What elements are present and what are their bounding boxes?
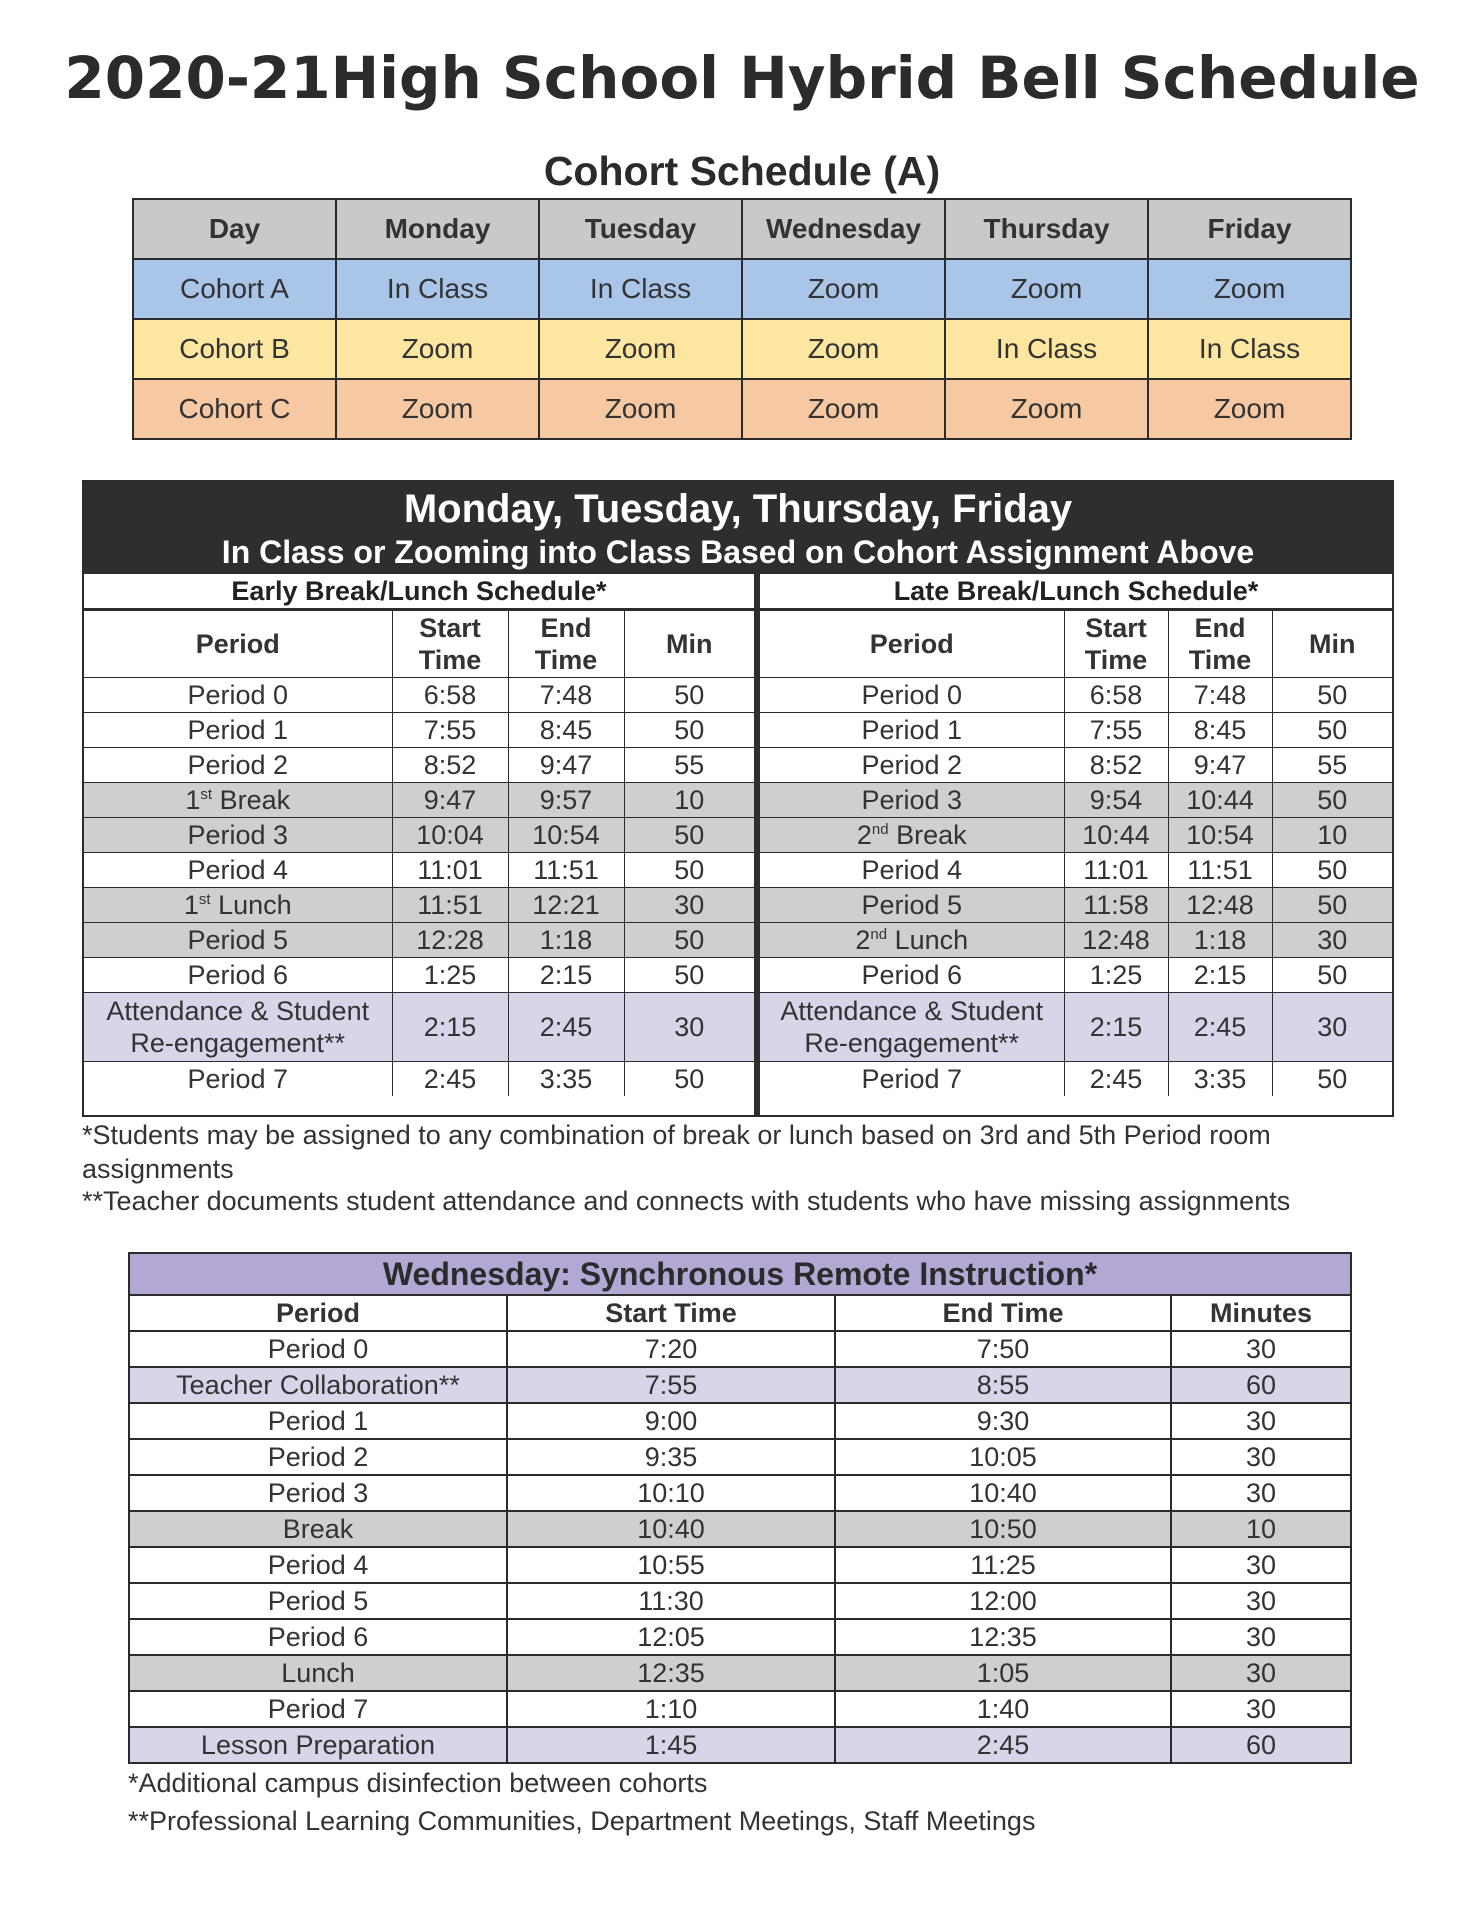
start-cell: 1:25 (1064, 958, 1168, 993)
table-row (129, 1475, 1351, 1511)
table-cell: Zoom (336, 379, 539, 439)
min-cell: 55 (1272, 748, 1392, 783)
period-label: Lunch (887, 925, 969, 955)
min-cell: 30 (1171, 1655, 1351, 1691)
min-cell: 30 (1272, 923, 1392, 958)
table-row (84, 818, 754, 853)
period-cell: Period 7 (129, 1691, 507, 1727)
start-cell: 11:58 (1064, 888, 1168, 923)
table-row (129, 1439, 1351, 1475)
start-cell: 10:04 (392, 818, 508, 853)
start-cell: 1:45 (507, 1727, 835, 1763)
min-cell: 30 (1171, 1331, 1351, 1367)
period-cell: Period 3 (760, 783, 1064, 818)
end-cell: 8:45 (508, 713, 624, 748)
header-cell: End Time (508, 611, 624, 678)
start-cell: 10:40 (507, 1511, 835, 1547)
start-cell: 2:15 (392, 993, 508, 1062)
end-cell: 2:45 (835, 1727, 1171, 1763)
table-row (129, 1583, 1351, 1619)
header-cell: Start Time (392, 611, 508, 678)
cohort-table (132, 198, 1352, 440)
page-title: 2020-21High School Hybrid Bell Schedule (64, 44, 1420, 112)
min-cell: 10 (1171, 1511, 1351, 1547)
disinfection-note: *Additional campus disinfection between cohorts (128, 1768, 708, 1798)
start-cell: 12:28 (392, 923, 508, 958)
table-cell: In Class (945, 319, 1148, 379)
table-row (760, 713, 1392, 748)
early-header-row (84, 611, 754, 678)
start-cell: 7:55 (392, 713, 508, 748)
start-cell: 6:58 (1064, 678, 1168, 713)
period-cell: Attendance & Student Re-engagement** (84, 993, 392, 1062)
header-cell: End Time (835, 1295, 1171, 1331)
late-schedule-heading: Late Break/Lunch Schedule* (760, 574, 1392, 610)
ordinal-number: 1 (183, 890, 199, 920)
start-cell: 6:58 (392, 678, 508, 713)
period-cell: Period 6 (760, 958, 1064, 993)
period-cell: Period 1 (84, 713, 392, 748)
attendance-note: **Teacher documents student attendance and connects with students who have missing assignments (82, 1186, 1291, 1216)
min-cell: 50 (1272, 888, 1392, 923)
table-row (129, 1727, 1351, 1763)
period-cell: Period 1 (129, 1403, 507, 1439)
lunch-assignment-note: *Students may be assigned to any combination of break or lunch based on 3rd and 5th Period room assignments (82, 1120, 1271, 1184)
period-cell: Teacher Collaboration** (129, 1367, 507, 1403)
min-cell: 30 (1171, 1583, 1351, 1619)
ordinal-suffix: nd (871, 821, 889, 838)
start-cell: 2:45 (392, 1062, 508, 1097)
table-row (760, 853, 1392, 888)
min-cell: 30 (624, 888, 754, 923)
period-label: Break (888, 820, 967, 850)
min-cell: 30 (1171, 1475, 1351, 1511)
min-cell: 30 (1272, 993, 1392, 1062)
end-cell: 9:30 (835, 1403, 1171, 1439)
table-row (129, 1331, 1351, 1367)
end-cell: 11:51 (508, 853, 624, 888)
early-schedule (84, 574, 754, 1115)
table-row (760, 748, 1392, 783)
header-cell: Friday (1148, 199, 1351, 259)
end-cell: 1:18 (508, 923, 624, 958)
table-row (84, 923, 754, 958)
min-cell: 30 (1171, 1439, 1351, 1475)
end-cell: 8:55 (835, 1367, 1171, 1403)
min-cell: 50 (624, 923, 754, 958)
table-cell: Zoom (1148, 379, 1351, 439)
min-cell: 30 (624, 993, 754, 1062)
min-cell: 60 (1171, 1367, 1351, 1403)
table-row (84, 678, 754, 713)
start-cell: 11:01 (1064, 853, 1168, 888)
table-row (129, 1691, 1351, 1727)
table-row (760, 888, 1392, 923)
table-row (129, 1511, 1351, 1547)
min-cell: 50 (1272, 713, 1392, 748)
start-cell: 9:00 (507, 1403, 835, 1439)
end-cell: 10:40 (835, 1475, 1171, 1511)
period-cell: Period 0 (760, 678, 1064, 713)
header-cell: Period (760, 611, 1064, 678)
header-cell: Period (84, 611, 392, 678)
late-header-row (760, 611, 1392, 678)
header-cell: Start Time (507, 1295, 835, 1331)
min-cell: 50 (624, 1062, 754, 1097)
start-cell: 10:10 (507, 1475, 835, 1511)
period-cell: Break (129, 1511, 507, 1547)
end-cell: 11:51 (1168, 853, 1272, 888)
start-cell: 11:30 (507, 1583, 835, 1619)
header-cell: Tuesday (539, 199, 742, 259)
table-row (129, 1655, 1351, 1691)
table-cell: In Class (1148, 319, 1351, 379)
table-cell: Cohort B (133, 319, 336, 379)
start-cell: 2:15 (1064, 993, 1168, 1062)
end-cell: 11:25 (835, 1547, 1171, 1583)
period-cell: Period 6 (84, 958, 392, 993)
table-row (129, 1619, 1351, 1655)
table-cell: Cohort A (133, 259, 336, 319)
min-cell: 50 (624, 678, 754, 713)
ordinal-suffix: st (200, 786, 213, 803)
table-row (84, 748, 754, 783)
start-cell: 10:55 (507, 1547, 835, 1583)
start-cell: 11:01 (392, 853, 508, 888)
period-cell: Period 3 (129, 1475, 507, 1511)
table-row (760, 818, 1392, 853)
wednesday-title-row (129, 1253, 1351, 1295)
period-cell (760, 923, 1064, 958)
header-cell: End Time (1168, 611, 1272, 678)
end-cell: 12:48 (1168, 888, 1272, 923)
start-cell: 7:20 (507, 1331, 835, 1367)
header-cell: Day (133, 199, 336, 259)
period-cell: Attendance & Student Re-engagement** (760, 993, 1064, 1062)
table-cell: Zoom (945, 379, 1148, 439)
period-cell: Period 2 (760, 748, 1064, 783)
table-row (84, 1062, 754, 1097)
period-cell (760, 818, 1064, 853)
period-label: Lunch (210, 890, 292, 920)
header-cell: Min (1272, 611, 1392, 678)
wednesday-title: Wednesday: Synchronous Remote Instruction* (129, 1253, 1351, 1295)
wednesday-header-row (129, 1295, 1351, 1331)
header-cell: Minutes (1171, 1295, 1351, 1331)
table-row (760, 958, 1392, 993)
end-cell: 2:15 (1168, 958, 1272, 993)
period-cell: Lunch (129, 1655, 507, 1691)
header-cell: Min (624, 611, 754, 678)
ordinal-number: 1 (185, 785, 201, 815)
period-cell: Period 5 (760, 888, 1064, 923)
mttf-title: Monday, Tuesday, Thursday, Friday (403, 487, 1073, 531)
start-cell: 10:44 (1064, 818, 1168, 853)
start-cell: 8:52 (1064, 748, 1168, 783)
start-cell: 2:45 (1064, 1062, 1168, 1097)
start-cell: 1:25 (392, 958, 508, 993)
min-cell: 60 (1171, 1727, 1351, 1763)
end-cell: 10:54 (1168, 818, 1272, 853)
table-cell: Zoom (742, 379, 945, 439)
period-cell: Period 2 (84, 748, 392, 783)
table-cell: Zoom (742, 259, 945, 319)
table-row (84, 958, 754, 993)
table-row (760, 783, 1392, 818)
min-cell: 50 (1272, 783, 1392, 818)
wednesday-table (128, 1252, 1352, 1764)
late-schedule (760, 574, 1392, 1115)
period-cell: Period 5 (129, 1583, 507, 1619)
end-cell: 12:35 (835, 1619, 1171, 1655)
ordinal-suffix: nd (870, 926, 888, 943)
end-cell: 7:50 (835, 1331, 1171, 1367)
period-cell: Period 0 (129, 1331, 507, 1367)
end-cell: 2:15 (508, 958, 624, 993)
collaboration-note: **Professional Learning Communities, Department Meetings, Staff Meetings (128, 1806, 1036, 1836)
start-cell: 12:35 (507, 1655, 835, 1691)
end-cell: 9:47 (1168, 748, 1272, 783)
min-cell: 55 (624, 748, 754, 783)
table-cell: Zoom (945, 259, 1148, 319)
min-cell: 50 (624, 853, 754, 888)
period-cell: Lesson Preparation (129, 1727, 507, 1763)
cohort-a-row (133, 259, 1351, 319)
cohort-b-row (133, 319, 1351, 379)
header-cell: Monday (336, 199, 539, 259)
mttf-schedule-block (82, 480, 1394, 1117)
header-cell: Start Time (1064, 611, 1168, 678)
table-row (84, 783, 754, 818)
cohort-schedule-title: Cohort Schedule (A) (543, 148, 941, 194)
wednesday-body (129, 1331, 1351, 1763)
period-cell: Period 4 (84, 853, 392, 888)
min-cell: 30 (1171, 1691, 1351, 1727)
period-cell: Period 4 (129, 1547, 507, 1583)
table-row (84, 713, 754, 748)
start-cell: 7:55 (507, 1367, 835, 1403)
period-cell: Period 6 (129, 1619, 507, 1655)
min-cell: 30 (1171, 1403, 1351, 1439)
min-cell: 30 (1171, 1547, 1351, 1583)
min-cell: 50 (624, 713, 754, 748)
period-cell (84, 888, 392, 923)
table-row (129, 1403, 1351, 1439)
end-cell: 2:45 (508, 993, 624, 1062)
start-cell: 12:05 (507, 1619, 835, 1655)
end-cell: 1:18 (1168, 923, 1272, 958)
period-cell: Period 2 (129, 1439, 507, 1475)
min-cell: 50 (1272, 1062, 1392, 1097)
table-row (129, 1547, 1351, 1583)
end-cell: 9:47 (508, 748, 624, 783)
ordinal-number: 2 (856, 820, 872, 850)
header-cell: Thursday (945, 199, 1148, 259)
table-row (84, 993, 754, 1062)
table-row (129, 1367, 1351, 1403)
start-cell: 9:35 (507, 1439, 835, 1475)
ordinal-number: 2 (855, 925, 871, 955)
cohort-header-row (133, 199, 1351, 259)
early-schedule-table (84, 610, 754, 1096)
period-label: Break (212, 785, 291, 815)
end-cell: 9:57 (508, 783, 624, 818)
table-cell: Zoom (336, 319, 539, 379)
end-cell: 7:48 (1168, 678, 1272, 713)
ordinal-suffix: st (198, 891, 211, 908)
start-cell: 8:52 (392, 748, 508, 783)
end-cell: 1:05 (835, 1655, 1171, 1691)
end-cell: 10:44 (1168, 783, 1272, 818)
min-cell: 50 (1272, 678, 1392, 713)
end-cell: 2:45 (1168, 993, 1272, 1062)
min-cell: 50 (1272, 958, 1392, 993)
min-cell: 50 (1272, 853, 1392, 888)
early-schedule-heading: Early Break/Lunch Schedule* (84, 574, 754, 610)
table-row (84, 888, 754, 923)
end-cell: 1:40 (835, 1691, 1171, 1727)
cohort-c-row (133, 379, 1351, 439)
min-cell: 30 (1171, 1619, 1351, 1655)
table-row (760, 993, 1392, 1062)
period-cell: Period 3 (84, 818, 392, 853)
start-cell: 12:48 (1064, 923, 1168, 958)
end-cell: 12:00 (835, 1583, 1171, 1619)
min-cell: 50 (624, 958, 754, 993)
table-cell: Zoom (1148, 259, 1351, 319)
period-cell: Period 4 (760, 853, 1064, 888)
mttf-header (84, 482, 1392, 574)
end-cell: 7:48 (508, 678, 624, 713)
table-cell: In Class (336, 259, 539, 319)
start-cell: 11:51 (392, 888, 508, 923)
late-schedule-body (760, 678, 1392, 1097)
header-cell: Wednesday (742, 199, 945, 259)
end-cell: 12:21 (508, 888, 624, 923)
table-cell: Zoom (539, 379, 742, 439)
end-cell: 10:05 (835, 1439, 1171, 1475)
end-cell: 8:45 (1168, 713, 1272, 748)
late-schedule-table (760, 610, 1392, 1096)
early-schedule-body (84, 678, 754, 1097)
table-row (84, 853, 754, 888)
period-cell: Period 7 (84, 1062, 392, 1097)
mttf-subtitle: In Class or Zooming into Class Based on Cohort Assignment Above (221, 534, 1255, 570)
table-row (760, 678, 1392, 713)
end-cell: 10:54 (508, 818, 624, 853)
end-cell: 3:35 (508, 1062, 624, 1097)
header-cell: Period (129, 1295, 507, 1331)
start-cell: 7:55 (1064, 713, 1168, 748)
min-cell: 10 (624, 783, 754, 818)
period-cell (84, 783, 392, 818)
period-cell: Period 7 (760, 1062, 1064, 1097)
start-cell: 9:54 (1064, 783, 1168, 818)
period-cell: Period 1 (760, 713, 1064, 748)
period-cell: Period 0 (84, 678, 392, 713)
table-cell: In Class (539, 259, 742, 319)
table-row (760, 923, 1392, 958)
table-row (760, 1062, 1392, 1097)
start-cell: 1:10 (507, 1691, 835, 1727)
table-cell: Zoom (539, 319, 742, 379)
end-cell: 10:50 (835, 1511, 1171, 1547)
period-cell: Period 5 (84, 923, 392, 958)
min-cell: 50 (624, 818, 754, 853)
end-cell: 3:35 (1168, 1062, 1272, 1097)
start-cell: 9:47 (392, 783, 508, 818)
table-cell: Zoom (742, 319, 945, 379)
min-cell: 10 (1272, 818, 1392, 853)
table-cell: Cohort C (133, 379, 336, 439)
